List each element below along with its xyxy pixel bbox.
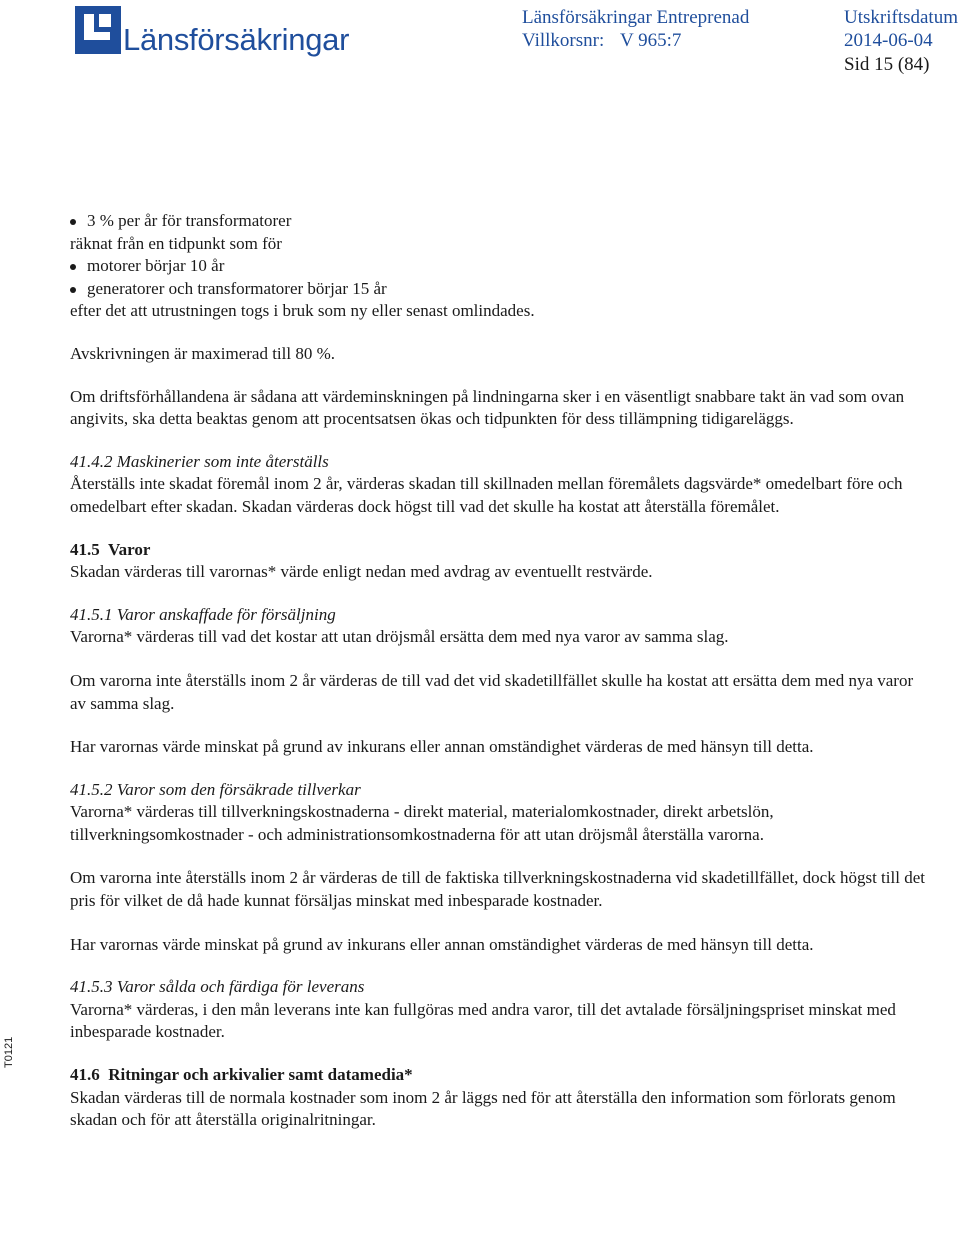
list-item: generatorer och transformatorer börjar 15 år bbox=[70, 278, 930, 301]
section-title: Varor anskaffade för försäljning bbox=[116, 604, 336, 624]
header-print-date: 2014-06-04 bbox=[844, 30, 933, 51]
list-item: efter det att utrustningen togs i bruk som ny eller senast omlindades. bbox=[70, 301, 535, 321]
section-heading-41-5 bbox=[70, 539, 930, 562]
section-text: Varorna* värderas, i den mån leverans inte kan fullgöras med andra varor, till det avtalade försäljningspriset minskat med inbesparade kostnader. bbox=[70, 999, 896, 1042]
section-text: Återställs inte skadat föremål inom 2 år, värderas skadan till skillnaden mellan föremålets dagsvärde* omedelbart före och omedelbart efter skadan. Skadan värderas dock högst till vad det skulle ha kostat att återställa föremålet. bbox=[70, 474, 903, 516]
list-item: 3 % per år för transformatorer bbox=[70, 210, 930, 233]
section-number: 41.5.2 bbox=[70, 779, 113, 799]
section-heading-41-5-2 bbox=[70, 779, 930, 802]
section-number: 41.5.3 bbox=[70, 977, 113, 997]
header-terms-number: V 965:7 bbox=[620, 30, 682, 51]
document-body bbox=[70, 210, 930, 1132]
section-text: Om varorna inte återställs inom 2 år värderas de till vad det vid skadetillfället skulle ha kostat att ersätta dem med nya varor av samma slag. bbox=[70, 670, 914, 713]
max-depreciation-paragraph: Avskrivningen är maximerad till 80 %. bbox=[70, 343, 336, 363]
section-text: Varorna* värderas till tillverkningskostnaderna - direkt material, materialomkostnader, direkt arbetslön, tillverkningsomkostnader - och administrationsomkostnaderna för att utan dröjsmål återställa varorna. bbox=[70, 802, 774, 844]
company-logo bbox=[75, 4, 375, 60]
section-title: Varor bbox=[107, 539, 151, 559]
header-terms-label: Villkorsnr: bbox=[522, 30, 605, 51]
section-title: Varor som den försäkrade tillverkar bbox=[116, 779, 361, 799]
section-heading-41-6 bbox=[70, 1064, 930, 1087]
section-number: 41.4.2 bbox=[70, 451, 113, 471]
section-text: Har varornas värde minskat på grund av inkurans eller annan omständighet värderas de med hänsyn till detta. bbox=[70, 737, 814, 757]
section-title: Varor sålda och färdiga för leverans bbox=[116, 977, 365, 997]
list-item: räknat från en tidpunkt som för bbox=[70, 233, 282, 253]
section-text: Har varornas värde minskat på grund av inkurans eller annan omständighet värderas de med hänsyn till detta. bbox=[70, 934, 814, 954]
section-text: Skadan värderas till varornas* värde enligt nedan med avdrag av eventuellt restvärde. bbox=[70, 562, 653, 582]
section-heading-41-5-3 bbox=[70, 976, 930, 999]
section-title: Maskinerier som inte återställs bbox=[116, 451, 329, 471]
section-text: Om varorna inte återställs inom 2 år värderas de till de faktiska tillverkningskostnaderna vid skadetillfället, dock högst till det pris för vilket de då hade kunnat försäljas minskat med inbesparade kostnader. bbox=[70, 868, 925, 911]
operating-conditions-paragraph: Om driftsförhållandena är sådana att värdeminskningen på lindningarna sker i en väsentligt snabbare takt än vad som ovan angivits, ska detta beaktas genom att procentsatsen ökas och tidpunkten för dess tillämpning tidigareläggs. bbox=[70, 386, 905, 429]
document-code: T0121 bbox=[3, 1036, 15, 1068]
section-number: 41.5.1 bbox=[70, 604, 113, 624]
section-heading-41-4-2 bbox=[70, 451, 930, 474]
header-print-date-label: Utskriftsdatum bbox=[844, 7, 958, 28]
section-number: 41.6 bbox=[70, 1065, 100, 1085]
section-number: 41.5 bbox=[70, 539, 100, 559]
section-heading-41-5-1 bbox=[70, 604, 930, 627]
depreciation-list bbox=[70, 210, 930, 323]
section-text: Skadan värderas till de normala kostnader som inom 2 år läggs ned för att återställa den information som förlorats genom skadan och för att återställa originalritningar. bbox=[70, 1087, 896, 1130]
header-product: Länsförsäkringar Entreprenad bbox=[522, 7, 750, 28]
logo-wordmark: Länsförsäkringar bbox=[123, 22, 350, 57]
section-text: Varorna* värderas till vad det kostar att utan dröjsmål ersätta dem med nya varor av samma slag. bbox=[70, 627, 729, 647]
header-page-number: Sid 15 (84) bbox=[844, 54, 930, 75]
list-item: motorer börjar 10 år bbox=[70, 255, 930, 278]
logo-mark-icon bbox=[75, 6, 121, 54]
section-title: Ritningar och arkivalier samt datamedia* bbox=[108, 1065, 413, 1085]
